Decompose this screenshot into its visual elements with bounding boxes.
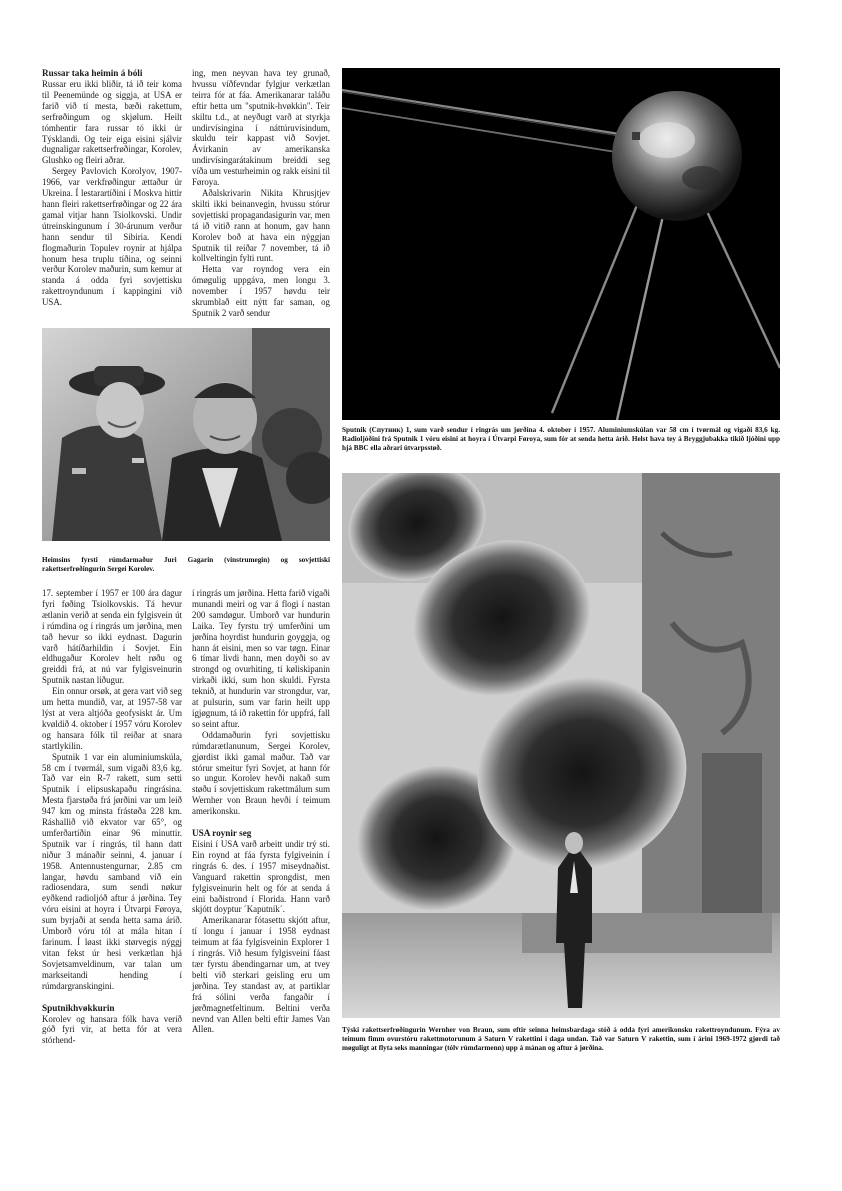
paragraph: Amerikanarar fótasettu skjótt aftur, tí longu í januar í 1958 eydnast teimum at fáa fylgisveinin Explorer 1 í ringrás. Við hesum fylgisveini fáast tær fyrstu ábendingarnar um, at tvey belti við sterkari geisling eru um jørðina. Tey standast av, at partiklar frá sólini verða fangaðir í jørðmagnetfeltinum. Beltini verða nevnd van Allen belti eftir James Van Allen. bbox=[192, 915, 330, 1035]
sputnik-caption: Sputnik (Спутник) 1, sum varð sendur í ringrás um jørðina 4. oktober í 1957. Aluminiumskúlan var 58 cm í tvørmál og vigaði 83,6 kg. Radioljóðini frá Sputnik 1 vóru eisini at hoyra í Útvarpi Føroya, sum fór at senda hetta árið. Helst hava tey á Bryggjubakka tikið ljóðini upp hjá BBC ella aðrari útvarpsstøð. bbox=[342, 426, 780, 453]
paragraph: Russar eru ikki bliðir, tá ið teir koma til Peenemünde og siggja, at USA er farið við tí mesta, bæði rakettum, serfrøðingum og skjølum. Heilt tómhentir fara russar tó ikki úr Týsklandi. Og teir eiga eisini sjálvir dugnaligar rakettserfrøðingar, Korolev, Glushko og fleiri aðrar. bbox=[42, 79, 182, 166]
paragraph: Oddamaðurin fyri sovjettisku rúmdarætlanunum, Sergei Korolev, gjørdist ikki gamal maður. Tað var stórur smeitur fyri Sovjet, at hann fór so ungur. Korolev hevði nakað sum støðu í sovjettiskum rakettmálum sum Wernher von Braun hevði í teimum amerikonsku. bbox=[192, 729, 330, 817]
paragraph: Ein onnur orsøk, at gera vart við seg um hetta mundið, var, at 1957-58 var lýst at vera altjóða geofysiskt ár. Um kvøldið 4. oktober í 1957 vóru Korolev og hansara fólk til reiðar at snara startlykilin. bbox=[42, 686, 182, 751]
von-braun-saturn-photo bbox=[342, 473, 780, 1018]
paragraph: Hetta var royndog vera ein ómøgulig uppgáva, men longu 3. november í 1957 høvdu teir skrumblað eitt nýtt far saman, og Sputnik 2 varð sendur bbox=[192, 264, 330, 318]
paragraph: Sputnik 1 var ein aluminiumskúla, 58 cm í tvørmál, sum vigaði 83,6 kg. Tað var ein R-7 rakett, sum setti Sputnik í elipsuskapaðu ringrásina. Mesta fjarstøða frá jørðini var um leið 947 km og minsta frástøða 228 km. Ráshallið við ekvator var 65°, og umferðartíðin einar 96 minuttir. Sputnik var í ringrás, til hann datt niður 3 mánaðir seinni, 4. januar í 1958. Antennustengurnar, 2.85 cm langar, høvdu samband við ein radiosendara, sum sendi nøkur eyðkend radioljóð aftur á jørðina. Tey vóru eisini at hoyra í Útvarpi Føroya, sum byrjaði at senda hetta sama árið. Umborð vóru tól at mála hitan í farinum. Í løast ikki størvegis nýggj vitan fekst úr hesi verkætlan hjá Sovjetsamveldinum, var talan um markseitandi hending í rúmdargranskingini. bbox=[42, 751, 182, 991]
heading-russians: Russar taka heimin á bóli bbox=[42, 68, 143, 78]
gagarin-korolev-photo bbox=[42, 328, 330, 541]
paragraph: Korolev og hansara fólk hava verið góð fyri vir, at hetta fór at vera stórhend- bbox=[42, 1013, 182, 1046]
von-braun-caption: Týski rakettserfrøðingurin Wernher von Braun, sum eftir seinna heimsbardaga stóð á odda fyri amerikonsku rakettroyndunum. Fýra av teimum fimm ovurstóru rakettmotorunum á Saturn V rakettini í daga undan. Tað var Saturn V rakettin, sum í árini 1969-1972 gjørdi tað møguligt at flyta seks manningar (tólv rúmdarmenn) upp á mánan og aftur á jørðina. bbox=[342, 1026, 780, 1053]
article-column-2-top bbox=[192, 68, 330, 319]
paragraph: í ringrás um jørðina. Hetta farið vigaði munandi meiri og var á flogi í nastan 200 samdøgur. Umborð var hundurin Laika. Tey fyrstu trý umferðini um jørðina hoyrdist hundurin goyggja, og hann át eisini, men so var tøgn. Einar 6 tímar livdi hann, men doyði so av strongd og ovurhiting, tí køliskipanin virkaði ikki, sum hon skuldi. Fyrsta teknið, at hundurin var strongdur, var, at pulsurin, sum var farin heilt upp ígjøgnum, tá ið rakettin fór uppfrá, fall so seint aftur. bbox=[192, 588, 330, 729]
paragraph: Aðalskrivarin Nikita Khrusjtjev skilti ikki beinanvegin, hvussu stórur sovjettiski propagandasigurin var, men tá ið vitið rann at honum, gav hann Korolev boð at hava ein nýggjan Sputnik til reiðar 7 november, tá ið kollveltingin fylti runt. bbox=[192, 187, 330, 264]
paragraph: 17. september í 1957 er 100 ára dagur fyri føðing Tsiolkovskis. Tá hevur ætlanin verið at senda ein fylgisvein út í rúmdina og í ringrás um jørðina, men tað hevur so ikki eydnast. Dagurin varð hátíðarhildin í Sovjet. Ein eldhugaður Korolev helt røðu og greiddi frá, at nú var fylgisveinurin Sputnik nastan liðugur. bbox=[42, 588, 182, 686]
heading-sputnik-shock: Sputnikhvøkkurin bbox=[42, 1002, 115, 1013]
paragraph: Sergey Pavlovich Korolyov, 1907-1966, var verkfrøðingur ættaður úr Ukreina. Í lestarartíðini í Moskva hittir hann fleiri rakettserfrøðingar og 22 ára gamal vitjar hann Tsiolkovski. Undir útreinskingunum í 30-árunum verður hann sendur til Sibiria. Kendi flogmaðurin Topulev roynir at hjálpa honum hesa truplu tíðina, og seinni verður Korolev maðurin, sum kemur at standa á odda fyri sovjettisku rakettroyndunum í kappingini við USA. bbox=[42, 166, 182, 308]
sputnik-photo bbox=[342, 68, 780, 420]
article-column-2-bottom bbox=[192, 588, 330, 1035]
heading-usa: USA roynir seg bbox=[192, 828, 252, 839]
gagarin-caption: Heimsins fyrsti rúmdarmaður Juri Gagarin (vinstrumegin) og sovjettiski rakettserfrøðingurin Sergei Korolev. bbox=[42, 556, 330, 574]
paragraph: Eisini í USA varð arbeitt undir trý sti. Ein roynd at fáa fyrsta fylgiveinin í ringrás 6. des. í 1957 miseydnaðist. Vanguard rakettin sprongdist, men fylgisveinurin helt og fór at senda á eini baðistrond í Florida. Hann varð skjótt doyptur ´Kaputnik´. bbox=[192, 839, 330, 915]
article-column-1-top bbox=[42, 68, 182, 308]
paragraph: ing, men neyvan hava tey grunað, hvussu víðfevndar fylgjur verkætlan teirra fór at fáa. Amerikanarar taláðu eftir hetta um "sputnik-hvøkkin". Teir skiltu t.d., at neyðugt varð at styrkja undirvísingina í náttúruvísindum, skuldu teir kappast við Sovjet. Ávirkanin av amerikanska undirvísingarátakinum breiddi seg víða um vesturheimin og rakk eisini til Føroya. bbox=[192, 68, 330, 188]
article-column-1-bottom bbox=[42, 588, 182, 1046]
